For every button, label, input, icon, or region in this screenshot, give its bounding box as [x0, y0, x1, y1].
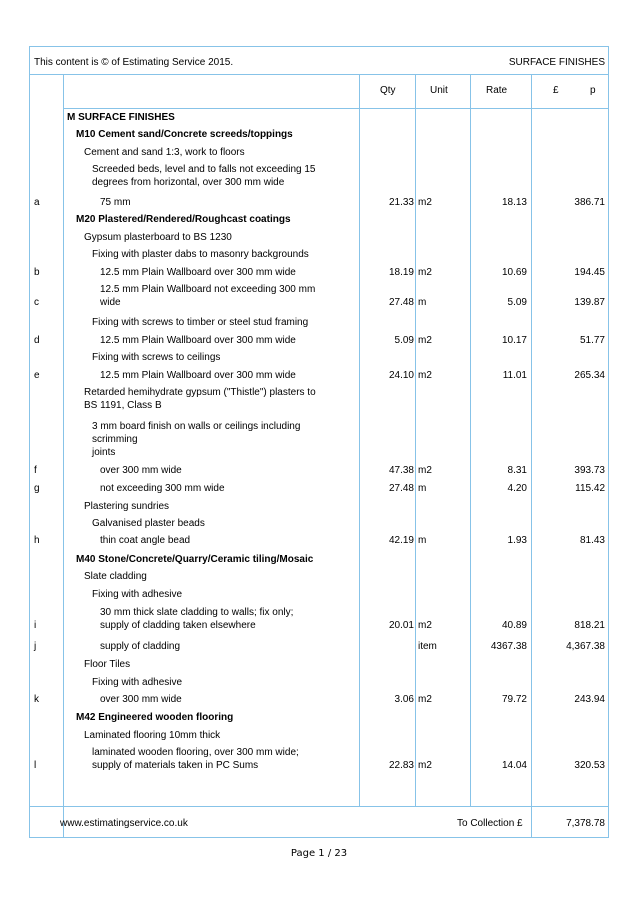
item-rate: 1.93 [507, 535, 527, 546]
item-rate: 8.31 [507, 465, 527, 476]
column-header-rule-left [63, 108, 359, 109]
item-unit: m [418, 483, 427, 494]
item-description: degrees from horizontal, over 300 mm wide [92, 177, 285, 188]
item-rate: 4367.38 [490, 641, 527, 652]
item-description: Fixing with adhesive [92, 589, 183, 600]
section-title: SURFACE FINISHES [508, 57, 605, 68]
item-ref: a [34, 197, 40, 208]
item-total: 818.21 [574, 620, 605, 631]
item-qty: 18.19 [388, 267, 414, 278]
collection-total: 7,378.78 [566, 818, 605, 829]
item-description: Laminated flooring 10mm thick [84, 730, 221, 741]
item-ref: e [34, 370, 40, 381]
item-ref: b [34, 267, 40, 278]
item-description: supply of cladding taken elsewhere [100, 620, 256, 631]
item-description: thin coat angle bead [100, 535, 191, 546]
item-description: not exceeding 300 mm wide [100, 483, 225, 494]
item-unit: item [418, 641, 437, 652]
item-description: 75 mm [100, 197, 131, 208]
item-unit: m2 [418, 370, 432, 381]
item-description: 3 mm board finish on walls or ceilings including [92, 421, 301, 432]
item-description: 12.5 mm Plain Wallboard not exceeding 300 mm [100, 284, 316, 295]
item-unit: m2 [418, 760, 432, 771]
item-ref: g [34, 483, 40, 494]
item-total: 243.94 [574, 694, 605, 705]
item-description: 12.5 mm Plain Wallboard over 300 mm wide [100, 267, 296, 278]
item-description: M40 Stone/Concrete/Quarry/Ceramic tiling/Mosaic [76, 554, 314, 565]
item-total: 194.45 [574, 267, 605, 278]
item-description: BS 1191, Class B [84, 400, 162, 411]
item-description: Fixing with screws to timber or steel stud framing [92, 317, 309, 328]
item-ref: h [34, 535, 40, 546]
header-rule [30, 74, 608, 75]
column-header-rate: Rate [486, 85, 508, 96]
estimate-sheet [29, 46, 609, 838]
item-qty: 27.48 [388, 297, 414, 308]
column-header-pence: p [590, 85, 596, 96]
item-total: 393.73 [574, 465, 605, 476]
item-description: Screeded beds, level and to falls not exceeding 15 [92, 164, 316, 175]
item-description: wide [100, 297, 121, 308]
page-number: Page 1 / 23 [290, 848, 348, 859]
item-rate: 5.09 [507, 297, 527, 308]
item-ref: j [34, 641, 37, 652]
item-qty: 27.48 [388, 483, 414, 494]
item-rate: 79.72 [501, 694, 527, 705]
item-description: Fixing with adhesive [92, 677, 183, 688]
total-column-rule [531, 74, 532, 838]
item-description: scrimming [92, 434, 138, 445]
item-qty: 42.19 [388, 535, 414, 546]
item-description: M20 Plastered/Rendered/Roughcast coatings [76, 214, 291, 225]
item-description: over 300 mm wide [100, 465, 182, 476]
item-rate: 4.20 [507, 483, 527, 494]
item-description: M10 Cement sand/Concrete screeds/toppings [76, 129, 293, 140]
item-total: 4,367.38 [566, 641, 605, 652]
item-total: 265.34 [574, 370, 605, 381]
item-rate: 10.69 [501, 267, 527, 278]
item-total: 81.43 [579, 535, 605, 546]
item-description: supply of cladding [100, 641, 181, 652]
item-description: Cement and sand 1:3, work to floors [84, 147, 245, 158]
item-ref: l [34, 760, 37, 771]
item-qty: 24.10 [388, 370, 414, 381]
item-description: 30 mm thick slate cladding to walls; fix only; [100, 607, 294, 618]
item-rate: 40.89 [501, 620, 527, 631]
item-description: Retarded hemihydrate gypsum ("Thistle") plasters to [84, 387, 316, 398]
column-header-pound: £ [553, 85, 559, 96]
item-rate: 18.13 [501, 197, 527, 208]
item-total: 115.42 [575, 483, 605, 494]
item-description: 12.5 mm Plain Wallboard over 300 mm wide [100, 370, 296, 381]
rate-column-rule [470, 74, 471, 806]
item-description: 12.5 mm Plain Wallboard over 300 mm wide [100, 335, 296, 346]
item-total: 320.53 [574, 760, 605, 771]
column-header-rule-right [359, 108, 608, 109]
item-description: laminated wooden flooring, over 300 mm wide; [92, 747, 299, 758]
item-description: Slate cladding [84, 571, 147, 582]
item-unit: m2 [418, 694, 432, 705]
item-unit: m2 [418, 620, 432, 631]
item-total: 51.77 [579, 335, 605, 346]
item-ref: d [34, 335, 40, 346]
footer-top-rule [30, 806, 608, 807]
item-unit: m [418, 535, 427, 546]
item-rate: 14.04 [501, 760, 527, 771]
item-description: Galvanised plaster beads [92, 518, 205, 529]
item-qty: 47.38 [388, 465, 414, 476]
item-qty: 21.33 [388, 197, 414, 208]
item-unit: m2 [418, 465, 432, 476]
column-header-unit: Unit [430, 85, 448, 96]
item-description: M SURFACE FINISHES [67, 112, 175, 123]
column-header-qty: Qty [380, 85, 396, 96]
item-ref: c [34, 297, 39, 308]
qty-column-rule [359, 74, 360, 806]
item-description: over 300 mm wide [100, 694, 182, 705]
item-qty: 3.06 [394, 694, 414, 705]
item-unit: m2 [418, 267, 432, 278]
item-ref: i [34, 620, 37, 631]
item-unit: m [418, 297, 427, 308]
item-description: Gypsum plasterboard to BS 1230 [84, 232, 232, 243]
item-total: 386.71 [574, 197, 605, 208]
item-rate: 10.17 [501, 335, 527, 346]
item-ref: k [34, 694, 39, 705]
copyright-notice: This content is © of Estimating Service 2015. [34, 57, 234, 68]
item-description: joints [92, 447, 116, 458]
collection-label: To Collection £ [457, 818, 523, 829]
item-description: Fixing with plaster dabs to masonry backgrounds [92, 249, 309, 260]
item-qty: 20.01 [388, 620, 414, 631]
item-rate: 11.01 [502, 370, 527, 381]
item-description: Fixing with screws to ceilings [92, 352, 221, 363]
item-total: 139.87 [574, 297, 605, 308]
item-description: M42 Engineered wooden flooring [76, 712, 234, 723]
ref-column-rule [63, 74, 64, 838]
item-qty: 5.09 [394, 335, 414, 346]
item-ref: f [34, 465, 37, 476]
item-description: Floor Tiles [84, 659, 131, 670]
footer-website[interactable]: www.estimatingservice.co.uk [60, 818, 188, 829]
item-description: supply of materials taken in PC Sums [92, 760, 259, 771]
item-description: Plastering sundries [84, 501, 170, 512]
item-qty: 22.83 [388, 760, 414, 771]
item-unit: m2 [418, 197, 432, 208]
unit-column-rule [415, 74, 416, 806]
item-unit: m2 [418, 335, 432, 346]
